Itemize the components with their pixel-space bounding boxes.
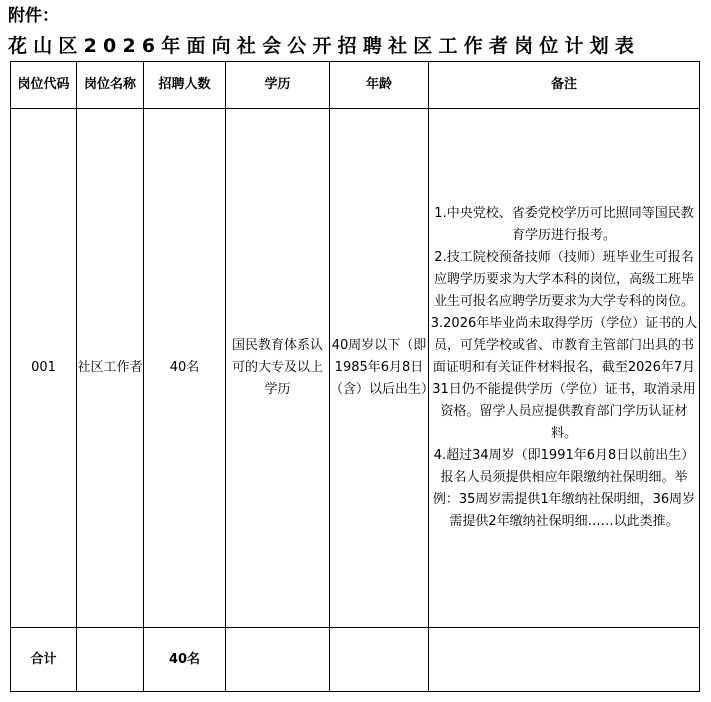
table-row bbox=[11, 109, 700, 628]
attachment-label: 附件： bbox=[8, 6, 59, 26]
cell-remarks bbox=[429, 109, 700, 628]
cell-education: 国民教育体系认可的大专及以上学历 bbox=[226, 109, 330, 628]
total-label: 合计 bbox=[11, 628, 77, 692]
remark-item: 1.中央党校、省委党校学历可比照同等国民教育学历进行报考。 bbox=[434, 206, 694, 243]
total-count: 40名 bbox=[144, 628, 226, 692]
table-header-row bbox=[11, 62, 700, 109]
header-position-code: 岗位代码 bbox=[11, 62, 77, 109]
total-empty-education bbox=[226, 628, 330, 692]
header-position-name: 岗位名称 bbox=[77, 62, 144, 109]
cell-position-code: 001 bbox=[11, 109, 77, 628]
cell-position-name: 社区工作者 bbox=[77, 109, 144, 628]
header-remarks: 备注 bbox=[429, 62, 700, 109]
header-recruit-count: 招聘人数 bbox=[144, 62, 226, 109]
total-empty-remarks bbox=[429, 628, 700, 692]
cell-age: 40周岁以下（即1985年6月8日（含）以后出生） bbox=[330, 109, 429, 628]
total-row bbox=[11, 628, 700, 692]
cell-recruit-count: 40名 bbox=[144, 109, 226, 628]
remark-item: 4.超过34周岁（即1991年6月8日以前出生）报名人员须提供相应年限缴纳社保明细。举例：35周岁需提供1年缴纳社保明细，36周岁需提供2年缴纳社保明细……以此类推。 bbox=[432, 448, 696, 529]
header-age: 年龄 bbox=[330, 62, 429, 109]
remark-item: 3.2026年毕业尚未取得学历（学位）证书的人员，可凭学校或省、市教育主管部门出具的书面证明和有关证件材料报名，截至2026年7月31日仍不能提供学历（学位）证书，取消录用资格。留学人员应提供教育部门学历认证材料。 bbox=[430, 316, 698, 441]
total-empty-name bbox=[77, 628, 144, 692]
total-empty-age bbox=[330, 628, 429, 692]
page-title: 花山区2026年面向社会公开招聘社区工作者岗位计划表 bbox=[8, 35, 641, 57]
header-education: 学历 bbox=[226, 62, 330, 109]
remark-item: 2.技工院校预备技师（技师）班毕业生可报名应聘学历要求为大学本科的岗位，高级工班毕业生可报名应聘学历要求为大学专科的岗位。 bbox=[433, 250, 694, 309]
recruitment-plan-table bbox=[10, 61, 700, 692]
